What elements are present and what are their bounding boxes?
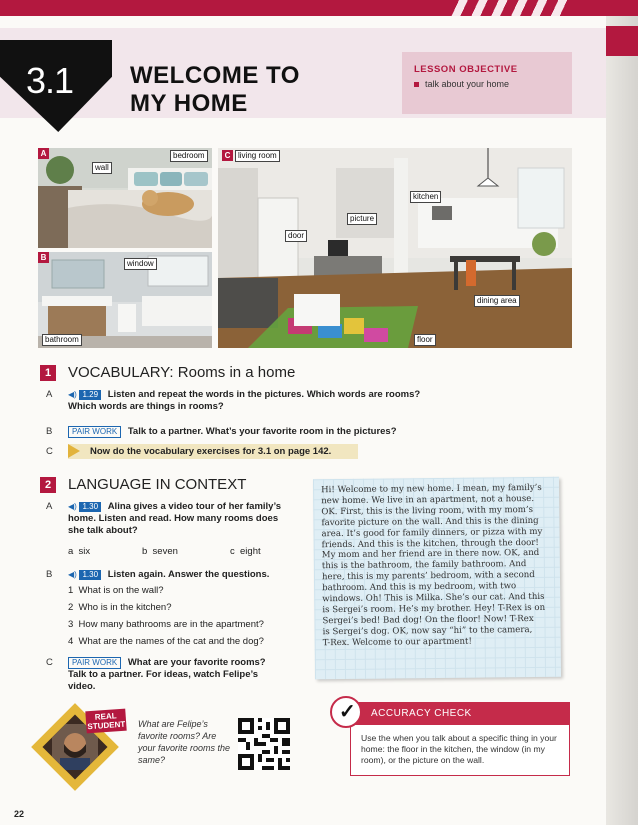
s1-c-letter: C — [46, 446, 53, 457]
reading-line: is Sergei’s room. He’s my brother. Hey! T-Rex is on — [322, 602, 546, 616]
lesson-title-line1: WELCOME TO — [130, 62, 300, 89]
bullet-icon — [414, 82, 419, 87]
label-wall: wall — [92, 162, 112, 174]
label-kitchen: kitchen — [410, 191, 441, 203]
option-a: a six — [68, 546, 91, 557]
reading-line: Sergei’s bed! Bad dog! On the floor! Now! T-Rex — [322, 613, 534, 627]
lesson-objective-item: talk about your home — [414, 79, 560, 89]
photo-letter-b: B — [38, 252, 49, 263]
stripe-decoration — [448, 0, 568, 16]
label-door: door — [285, 230, 307, 242]
reading-line: is Sergei’s dog. OK, now say “hi” to the camera, — [322, 624, 533, 637]
reading-text-box — [313, 477, 561, 680]
lesson-objective-heading: LESSON OBJECTIVE — [414, 64, 518, 75]
section-2-number: 2 — [40, 477, 56, 493]
question-1: 1 What is on the wall? — [68, 585, 164, 596]
real-student-tag: REAL STUDENT — [85, 709, 126, 734]
checkmark-icon: ✓ — [330, 696, 362, 728]
photo-letter-c: C — [222, 150, 233, 161]
question-3: 3 How many bathrooms are in the apartment? — [68, 619, 264, 630]
pair-work-tag: PAIR WORK — [68, 426, 121, 438]
photo-letter-a: A — [38, 148, 49, 159]
s1-a-letter: A — [46, 389, 53, 400]
lesson-title — [130, 62, 300, 118]
label-living-room: living room — [235, 150, 280, 162]
label-window: window — [124, 258, 157, 270]
lesson-title-line2: MY HOME — [130, 90, 248, 117]
s1-a-instruction: ◀) 1.29 Listen and repeat the words in the pictures. Which words are rooms? Which words are things in rooms? — [68, 389, 421, 412]
label-floor: floor — [414, 334, 436, 346]
track-number[interactable]: 1.29 — [79, 390, 101, 400]
page-number: 22 — [14, 809, 25, 819]
reading-line: new home. We live in an apartment, not a house. — [321, 493, 535, 507]
s2-b-letter: B — [46, 569, 53, 580]
question-2: 2 Who is in the kitchen? — [68, 602, 172, 613]
s2-a-letter: A — [46, 501, 53, 512]
option-b: b seven — [142, 546, 178, 557]
top-band — [0, 0, 638, 16]
reading-line: OK. First, this is the living room, with my mom’s — [321, 504, 534, 518]
reading-line: My mom and her friend are in there now. OK, and — [321, 548, 540, 561]
real-student-question: What are Felipe’s favorite rooms? Are your favorite rooms the same? — [138, 719, 231, 765]
reading-line: this is the bathroom, the family bathroom. And — [321, 559, 527, 572]
unit-number: 3.1 — [26, 60, 74, 101]
qr-code-icon[interactable] — [238, 718, 290, 770]
track-number[interactable]: 1.30 — [79, 570, 101, 580]
reading-line: area. It’s good for family dinners, or pizza with my — [321, 526, 543, 539]
accuracy-check-box — [350, 702, 570, 776]
photo-bedroom — [38, 148, 212, 248]
section-1-number: 1 — [40, 365, 56, 381]
s2-b-instruction: ◀) 1.30 Listen again. Answer the questions. — [68, 569, 270, 580]
reading-line: friends. And this is the kitchen, through the door! — [321, 537, 539, 550]
reading-line: T-Rex. Welcome to our apartment! — [322, 636, 472, 648]
audio-icon[interactable]: ◀) — [68, 570, 77, 579]
arrow-icon — [68, 444, 80, 458]
label-bedroom: bedroom — [170, 150, 208, 162]
reading-line: Hi! Welcome to my new home. I mean, my family’s — [321, 482, 542, 496]
audio-icon[interactable]: ◀) — [68, 390, 77, 399]
s1-c-text: Now do the vocabulary exercises for 3.1 on page 142. — [90, 446, 332, 457]
question-4: 4 What are the names of the cat and the dog? — [68, 636, 264, 647]
reading-line: here, this is my parents’ bedroom, with a second — [321, 570, 535, 583]
s2-c-instruction: PAIR WORK What are your favorite rooms? Talk to a partner. For ideas, watch Felipe’s video. — [68, 657, 266, 692]
s2-c-letter: C — [46, 657, 53, 668]
option-c: c eight — [230, 546, 261, 557]
reading-line: favorite picture on the wall. And this is the dining — [321, 515, 539, 528]
page-edge — [606, 16, 638, 825]
page-edge-tab — [606, 26, 638, 56]
s2-a-instruction: ◀) 1.30 Alina gives a video tour of her family’s home. Listen and read. How many rooms does she talk about? — [68, 501, 282, 536]
photo-living-room — [218, 148, 572, 348]
audio-icon[interactable]: ◀) — [68, 502, 77, 511]
accuracy-check-header: ACCURACY CHECK — [351, 703, 569, 725]
accuracy-check-text: Use the when you talk about a specific thing in your home: the floor in the kitchen, the window (in my room), or the picture on the wall. — [361, 733, 557, 765]
reading-line: bathroom. And this is my bedroom, with two — [322, 581, 517, 594]
section-1-title: VOCABULARY: Rooms in a home — [68, 364, 296, 381]
pair-work-tag: PAIR WORK — [68, 657, 121, 669]
section-2-title: LANGUAGE IN CONTEXT — [68, 476, 247, 493]
label-dining-area: dining area — [474, 295, 520, 307]
reading-line: windows. Oh! This is Milka. She’s our cat. And this — [322, 591, 545, 605]
label-bathroom: bathroom — [42, 334, 82, 346]
s1-b-letter: B — [46, 426, 53, 437]
lesson-objective-box — [402, 52, 572, 114]
track-number[interactable]: 1.30 — [79, 502, 101, 512]
label-picture: picture — [347, 213, 377, 225]
s1-b-instruction: PAIR WORK Talk to a partner. What’s your favorite room in the pictures? — [68, 426, 508, 438]
